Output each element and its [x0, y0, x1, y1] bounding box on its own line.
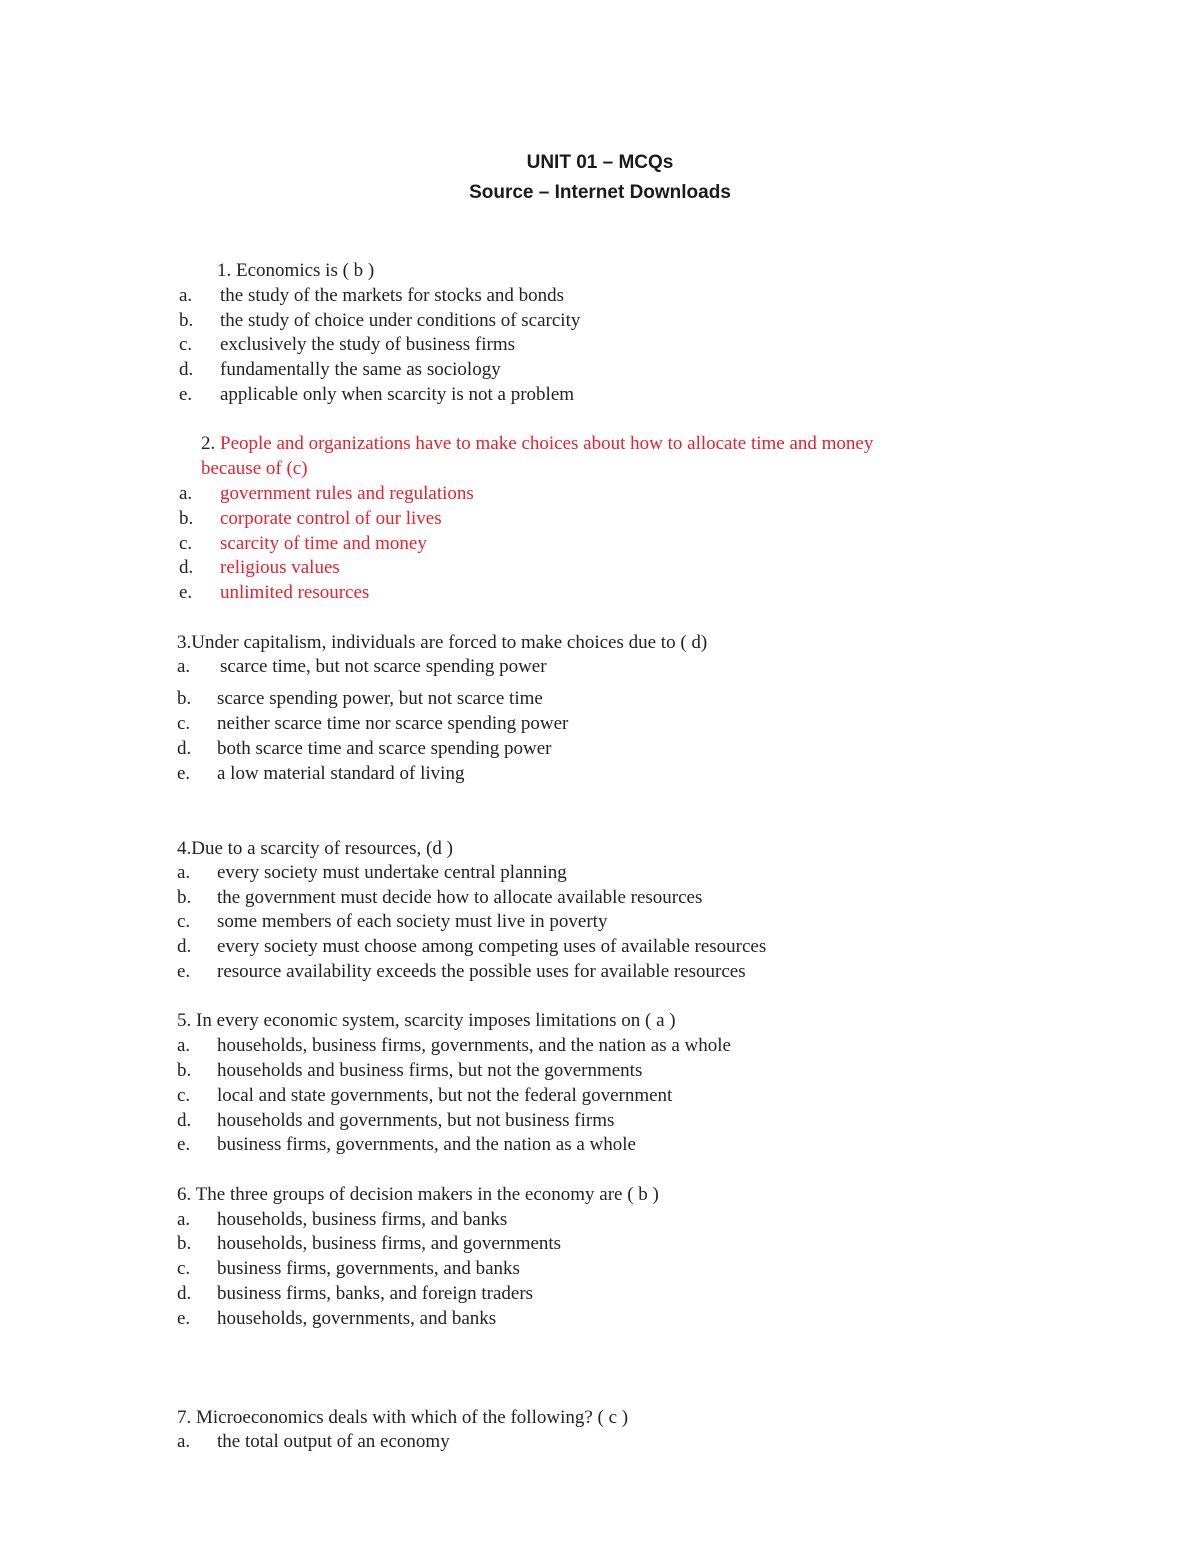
- option-letter: c.: [177, 911, 191, 932]
- option-text: the study of choice under conditions of scarcity: [220, 310, 581, 331]
- option-letter: b.: [177, 688, 192, 709]
- option-letter: d.: [179, 557, 194, 578]
- option-letter: e.: [177, 1134, 191, 1155]
- stem-text: People and organizations have to make choices about how to allocate time and money: [215, 433, 874, 454]
- option-text: neither scarce time nor scarce spending power: [217, 713, 569, 734]
- option-text: business firms, governments, and banks: [217, 1258, 520, 1279]
- option-text: scarcity of time and money: [220, 533, 427, 554]
- question-stem: 6. The three groups of decision makers in the economy are ( b ): [177, 1184, 659, 1205]
- option-text: business firms, governments, and the nation as a whole: [217, 1134, 636, 1155]
- option-text: the study of the markets for stocks and bonds: [220, 285, 565, 306]
- option-text: scarce spending power, but not scarce time: [217, 688, 543, 709]
- option-text: every society must choose among competing uses of available resources: [217, 936, 767, 957]
- option-letter: b.: [177, 887, 192, 908]
- option-letter: a.: [177, 1209, 191, 1230]
- option-text: fundamentally the same as sociology: [220, 359, 501, 380]
- stem-number: 2.: [201, 433, 216, 454]
- option-text: every society must undertake central planning: [217, 862, 567, 883]
- option-letter: c.: [177, 1085, 191, 1106]
- question-stem-continued: because of (c): [201, 458, 308, 479]
- option-letter: b.: [177, 1233, 192, 1254]
- option-text: the total output of an economy: [217, 1431, 450, 1452]
- option-text: households and governments, but not business firms: [217, 1110, 615, 1131]
- option-text: applicable only when scarcity is not a problem: [220, 384, 575, 405]
- option-text: both scarce time and scarce spending power: [217, 738, 552, 759]
- option-letter: b.: [179, 310, 194, 331]
- option-letter: d.: [177, 1110, 192, 1131]
- option-letter: e.: [177, 763, 191, 784]
- option-text: government rules and regulations: [220, 483, 474, 504]
- option-text: business firms, banks, and foreign traders: [217, 1283, 534, 1304]
- option-letter: e.: [179, 582, 193, 603]
- option-letter: e.: [177, 1308, 191, 1329]
- option-letter: d.: [177, 738, 192, 759]
- option-letter: a.: [177, 1035, 191, 1056]
- option-text: religious values: [220, 557, 340, 578]
- option-text: resource availability exceeds the possible uses for available resources: [217, 961, 746, 982]
- question-stem: 1. Economics is ( b ): [217, 260, 375, 281]
- option-text: households and business firms, but not the governments: [217, 1060, 643, 1081]
- option-text: households, governments, and banks: [217, 1308, 497, 1329]
- option-text: households, business firms, governments, and the nation as a whole: [217, 1035, 731, 1056]
- option-letter: c.: [177, 1258, 191, 1279]
- option-text: a low material standard of living: [217, 763, 465, 784]
- question-stem: 7. Microeconomics deals with which of the following? ( c ): [177, 1407, 629, 1428]
- option-text: some members of each society must live in poverty: [217, 911, 608, 932]
- option-letter: a.: [179, 483, 193, 504]
- option-letter: b.: [179, 508, 194, 529]
- question-stem: [201, 434, 873, 453]
- option-letter: a.: [179, 285, 193, 306]
- question-stem: 3.Under capitalism, individuals are forced to make choices due to ( d): [177, 632, 708, 653]
- question-stem: 4.Due to a scarcity of resources, (d ): [177, 838, 453, 859]
- option-letter: b.: [177, 1060, 192, 1081]
- option-text: households, business firms, and governments: [217, 1233, 562, 1254]
- option-text: the government must decide how to allocate available resources: [217, 887, 703, 908]
- option-text: scarce time, but not scarce spending power: [220, 656, 547, 677]
- option-text: exclusively the study of business firms: [220, 334, 515, 355]
- question-stem: 5. In every economic system, scarcity imposes limitations on ( a ): [177, 1010, 676, 1031]
- option-letter: c.: [177, 713, 191, 734]
- option-letter: c.: [179, 533, 193, 554]
- option-letter: c.: [179, 334, 193, 355]
- option-letter: a.: [177, 862, 191, 883]
- page-subtitle: Source – Internet Downloads: [469, 182, 731, 203]
- option-letter: d.: [179, 359, 194, 380]
- option-text: corporate control of our lives: [220, 508, 442, 529]
- option-letter: e.: [177, 961, 191, 982]
- option-letter: a.: [177, 656, 191, 677]
- option-letter: d.: [177, 936, 192, 957]
- option-letter: e.: [179, 384, 193, 405]
- option-text: local and state governments, but not the federal government: [217, 1085, 673, 1106]
- option-text: households, business firms, and banks: [217, 1209, 508, 1230]
- option-letter: a.: [177, 1431, 191, 1452]
- page-title: UNIT 01 – MCQs: [526, 152, 674, 173]
- option-text: unlimited resources: [220, 582, 370, 603]
- option-letter: d.: [177, 1283, 192, 1304]
